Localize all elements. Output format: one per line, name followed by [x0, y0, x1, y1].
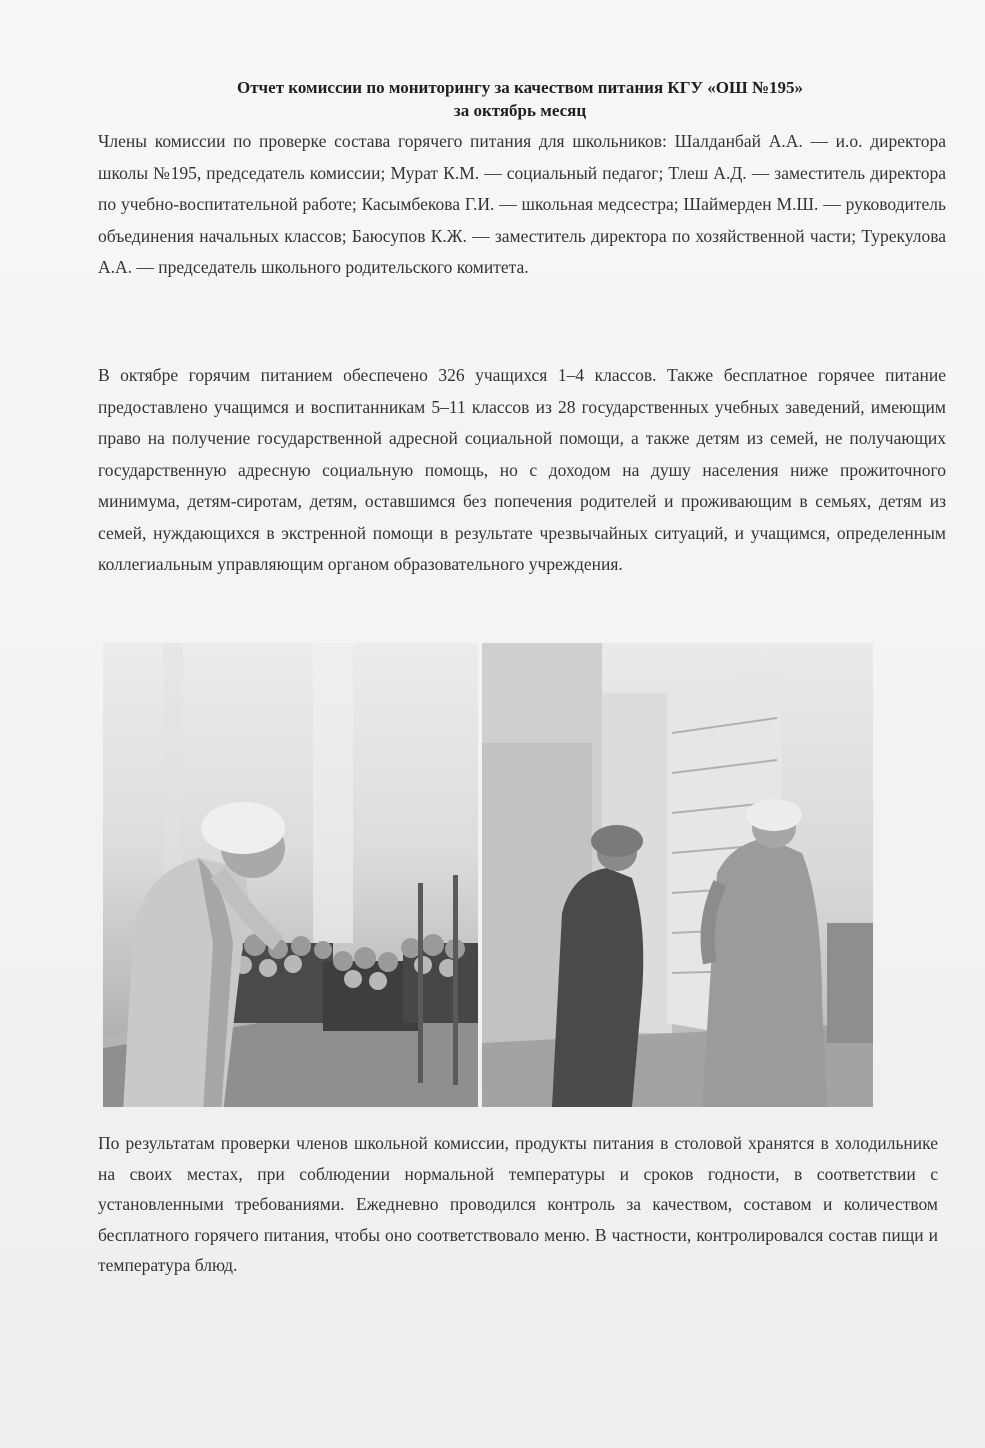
title-line-2: за октябрь месяц	[453, 101, 587, 120]
inspection-results-paragraph: По результатам проверки членов школьной комиссии, продукты питания в столовой хранятся в холодильнике на своих местах, при соблюдении нормальной температуры и сроков годности, в соответствии с установленными требованиями. Ежедневно проводился контроль за качеством, составом и количеством бесплатного горячего питания, чтобы оно соответствовало меню. В частности, контролировался состав пищи и температура блюд.	[98, 1133, 938, 1275]
document-title	[100, 76, 940, 122]
produce-inspection-illustration	[103, 643, 478, 1107]
refrigerator-inspection-illustration	[482, 643, 873, 1107]
produce-crates	[213, 934, 478, 1031]
title-line-1: Отчет комиссии по мониторингу за качеством питания КГУ «ОШ №195»	[236, 78, 803, 97]
hot-meals-paragraph: В октябре горячим питанием обеспечено 326 учащихся 1–4 классов. Также бесплатное горячее питание предоставлено учащимся и воспитанникам 5–11 классов из 28 государственных учебных заведений, имеющим право на получение государственной адресной социальной помощи, а также детям из семей, не получающих государственную адресную социальную помощь, но с доходом на душу населения ниже прожиточного минимума, детям-сиротам, детям, оставшимся без попечения родителей и проживающим в семьях, детям из семей, нуждающихся в экстренной помощи в результате чрезвычайных ситуаций, и учащимся, определенным коллегиальным управляющим органом образовательного учреждения.	[98, 365, 946, 574]
photo-refrigerator-inspection	[482, 643, 873, 1107]
commission-members-paragraph: Члены комиссии по проверке состава горячего питания для школьников: Шалданбай А.А. — и.о. директора школы №195, председатель комиссии; Мурат К.М. — социальный педагог; Тлеш А.Д. — заместитель директора по учебно-воспитательной работе; Касымбекова Г.И. — школьная медсестра; Шаймерден М.Ш. — руководитель объединения начальных классов; Баюсупов К.Ж. — заместитель директора по хозяйственной части; Турекулова А.А. — председатель школьного родительского комитета.	[98, 131, 946, 277]
photo-produce-inspection	[103, 643, 478, 1107]
